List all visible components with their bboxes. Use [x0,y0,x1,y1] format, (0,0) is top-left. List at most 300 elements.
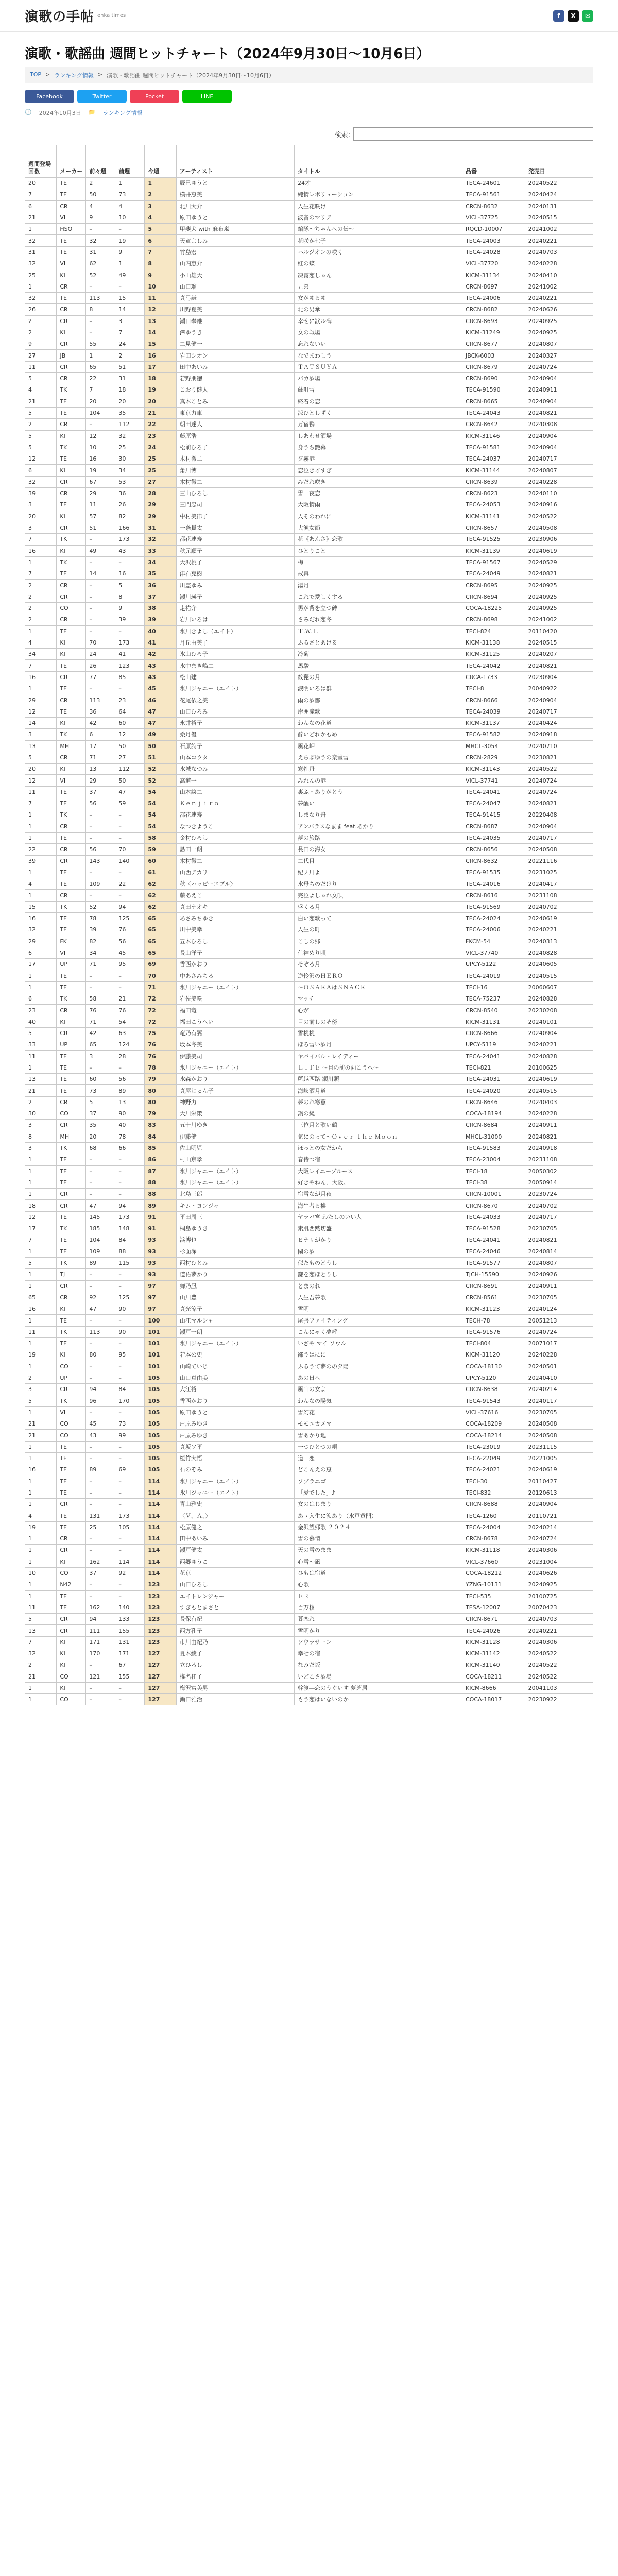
table-cell: 24 [115,338,145,350]
table-cell: 20240124 [525,1303,593,1315]
table-cell: 95 [115,959,145,970]
table-cell: TECA-22049 [462,1452,525,1464]
table-cell: 22 [145,419,176,430]
table-cell: TE [57,878,86,890]
table-cell: 20240214 [525,1384,593,1395]
table-cell: 道祐夢かり [176,1269,294,1280]
table-cell: KICM-31142 [462,1648,525,1659]
column-header[interactable]: アーティスト [176,145,294,178]
table-cell: 20240925 [525,315,593,327]
table-cell: CRCN-8665 [462,396,525,407]
table-cell: TECA-91528 [462,1223,525,1234]
table-cell: 93 [145,1234,176,1246]
table-cell: 20110427 [525,1476,593,1487]
table-row [25,1499,593,1510]
table-cell: COCA-18017 [462,1694,525,1705]
table-cell: VI [57,775,86,786]
table-cell: CR [57,1292,86,1303]
table-cell: 20240904 [525,373,593,384]
table-cell: 20240807 [525,338,593,350]
table-cell: – [86,1406,115,1418]
table-cell: 3 [25,1142,57,1154]
table-cell: UP [57,959,86,970]
table-cell: 酔いどれかもめ [294,729,462,740]
table-cell: 43 [115,545,145,556]
table-cell: 寒牡丹 [294,764,462,775]
table-cell: 永井裕子 [176,717,294,728]
table-cell: JB [57,350,86,361]
table-cell: 1 [25,1441,57,1452]
table-cell: 人そのわれに [294,511,462,522]
table-cell: CO [57,1361,86,1372]
table-cell: 13 [25,1625,57,1636]
chart-table [25,145,593,1705]
table-cell: – [86,970,115,981]
table-row [25,1292,593,1303]
table-cell: 紅の蝶 [294,258,462,269]
table-cell: モモユカメマ [294,1418,462,1430]
table-cell: 12 [25,706,57,717]
table-cell: 1 [25,970,57,981]
table-cell: 112 [115,764,145,775]
table-cell: VICL-37741 [462,775,525,786]
table-cell: あの日へ [294,1372,462,1383]
table-cell: 5 [25,407,57,418]
table-cell: 20230705 [525,1223,593,1234]
table-row [25,775,593,786]
table-cell: 20040922 [525,683,593,694]
table-cell: 一条貫太 [176,522,294,533]
table-cell: 56 [86,844,115,855]
table-cell: 31 [115,373,145,384]
breadcrumb-top[interactable]: TOP [30,71,42,78]
table-cell: とまのれ [294,1280,462,1292]
table-cell: 20 [86,396,115,407]
post-category[interactable]: ランキング情報 [102,110,143,116]
table-cell: 20231115 [525,1441,593,1452]
table-row [25,338,593,350]
table-row [25,924,593,936]
table-cell: – [86,556,115,568]
table-cell: – [86,281,115,292]
table-cell: 20240821 [525,407,593,418]
table-cell: 16 [145,350,176,361]
table-cell: 20240522 [525,1648,593,1659]
table-cell: 3 [25,522,57,533]
table-cell: 6 [25,993,57,1005]
table-cell: 松山建 [176,671,294,683]
table-cell: TECA-24028 [462,246,525,258]
table-cell: 20240522 [525,764,593,775]
table-row [25,936,593,947]
table-cell: 131 [115,1636,145,1648]
table-cell: 田中あいみ [176,361,294,372]
table-cell: 7 [25,660,57,671]
table-cell: CR [57,488,86,499]
table-cell: 3 [25,729,57,740]
table-cell: 20240717 [525,706,593,717]
table-cell: 33 [145,545,176,556]
column-header[interactable]: 品番 [462,145,525,178]
table-cell: 20240221 [525,235,593,246]
table-cell: COCA-18194 [462,1108,525,1120]
table-cell: 田中あいみ [176,1533,294,1545]
table-cell: – [86,867,115,878]
table-cell: 45 [86,1418,115,1430]
table-cell: CRCN-8639 [462,476,525,487]
table-cell: 67 [86,476,115,487]
table-cell: エイトレンジャー [176,1590,294,1602]
table-cell: 47 [86,1200,115,1211]
table-cell: CRCN-8677 [462,338,525,350]
table-cell: – [86,683,115,694]
table-cell: 59 [145,844,176,855]
table-cell: 25 [25,269,57,281]
table-cell: TK [57,1395,86,1406]
table-cell: 20240424 [525,189,593,200]
table-cell: 20 [145,396,176,407]
table-cell: 155 [115,1671,145,1682]
table-cell: ひとりこと [294,545,462,556]
table-cell: 裏ふ・ありがとう [294,786,462,798]
table-cell: TK [57,901,86,912]
table-cell: 114 [145,1545,176,1556]
table-cell: 岸囲滝歌 [294,706,462,717]
table-row [25,1441,593,1452]
table-cell: – [115,1165,145,1177]
table-cell: 123 [145,1579,176,1590]
table-cell: – [115,809,145,821]
table-cell: TK [57,1326,86,1337]
column-header[interactable]: 前々週 [86,145,115,178]
x-icon[interactable]: X [568,10,579,22]
table-cell: 65 [86,1039,115,1050]
table-cell: 33 [25,1039,57,1050]
table-cell: CR [57,1545,86,1556]
table-cell: CR [57,361,86,372]
table-cell: ふるうて夢のの夕陽 [294,1361,462,1372]
table-cell: 18 [115,384,145,396]
table-cell: 73 [115,1418,145,1430]
table-cell: 15 [115,292,145,303]
table-cell: 5 [25,430,57,442]
table-cell: 32 [25,258,57,269]
table-cell: KI [57,465,86,476]
table-cell: 原田ゆうと [176,1406,294,1418]
table-cell: TE [57,1476,86,1487]
table-cell: CRCN-8688 [462,1499,525,1510]
table-cell: 26 [25,304,57,315]
table-cell: 20241002 [525,224,593,235]
table-cell: 56 [115,936,145,947]
table-cell: CR [57,752,86,763]
table-cell: TE [57,786,86,798]
table-cell: TE [57,453,86,465]
table-cell: FKCM-54 [462,936,525,947]
table-row [25,1165,593,1177]
table-cell: 65 [25,1292,57,1303]
table-cell: TECI-38 [462,1177,525,1188]
table-cell: 1 [25,1682,57,1693]
breadcrumb-category[interactable]: ランキング情報 [54,72,94,79]
share-line-button[interactable] [182,90,232,103]
table-cell: CO [57,1567,86,1579]
table-cell: 111 [86,1625,115,1636]
table-cell: 65 [145,947,176,958]
table-cell: 夢のれ寒薫 [294,1096,462,1108]
table-cell: 都花連寿 [176,809,294,821]
table-row [25,717,593,728]
table-cell: 32 [25,476,57,487]
column-header[interactable]: 前週 [115,145,145,178]
table-cell: 山内惠介 [176,258,294,269]
table-cell: – [86,327,115,338]
table-cell: 7 [145,246,176,258]
table-cell: 1 [25,1177,57,1188]
table-cell: 16 [25,1464,57,1476]
table-cell: KI [57,1303,86,1315]
column-header[interactable]: タイトル [294,145,462,178]
table-cell: TECI-821 [462,1062,525,1073]
table-cell: 20240904 [525,1027,593,1039]
table-cell: 心歌 [294,1579,462,1590]
table-cell: TECA-24006 [462,924,525,936]
table-cell: TECA-23004 [462,1154,525,1165]
table-cell: 12 [86,430,115,442]
table-cell: 2 [25,327,57,338]
table-cell: – [86,1579,115,1590]
table-cell: CR [57,890,86,901]
table-cell: 27 [145,476,176,487]
table-cell: 90 [115,1303,145,1315]
table-cell: マッチ [294,993,462,1005]
table-cell: UPCY-5119 [462,1039,525,1050]
table-cell: 40 [25,1016,57,1027]
table-cell: 山本譲二 [176,786,294,798]
table-cell: 藤あえこ [176,890,294,901]
table-cell: 20240703 [525,246,593,258]
table-cell: 7 [25,798,57,809]
table-cell: 2 [145,189,176,200]
table-cell: 32 [25,292,57,303]
table-row [25,844,593,855]
table-cell: TECA-24021 [462,1464,525,1476]
table-cell: 131 [86,1510,115,1521]
table-cell: 71 [86,1016,115,1027]
table-cell: 水森かおり [176,1074,294,1085]
table-cell: 20221005 [525,1452,593,1464]
table-cell: 20110721 [525,1510,593,1521]
column-header[interactable]: 今週 [145,145,176,178]
table-cell: 心が [294,1005,462,1016]
table-cell: 17 [25,959,57,970]
mail-icon[interactable]: ✉ [582,10,593,22]
table-cell: CO [57,1694,86,1705]
table-cell: – [86,1280,115,1292]
table-cell: 65 [145,936,176,947]
table-cell: KICM-31128 [462,1636,525,1648]
table-cell: 香西かおり [176,1395,294,1406]
table-row [25,1223,593,1234]
table-cell: 123 [145,1602,176,1613]
table-cell: – [86,1165,115,1177]
table-cell: 似たものどうし [294,1257,462,1268]
table-cell: 14 [25,717,57,728]
table-cell: 蔵町雪 [294,384,462,396]
table-row [25,660,593,671]
table-row [25,1579,593,1590]
table-cell: 鄙うはにに [294,1349,462,1361]
table-cell: 42 [86,717,115,728]
table-cell: 花《あんさ》恋歌 [294,534,462,545]
table-cell: 海峡洒月道 [294,1085,462,1096]
table-row [25,1533,593,1545]
table-cell: 大阪レイニーブルース [294,1165,462,1177]
table-cell: 99 [115,1430,145,1441]
table-cell: 市川由紀乃 [176,1636,294,1648]
table-cell: 20240313 [525,936,593,947]
table-cell: 20 [86,1131,115,1142]
table-row [25,625,593,637]
table-row [25,970,593,981]
table-cell: CRCN-8671 [462,1614,525,1625]
table-cell: 105 [145,1406,176,1418]
table-cell: 5 [25,373,57,384]
table-cell: – [86,1590,115,1602]
table-cell: 121 [86,1671,115,1682]
table-cell: CRCN-8690 [462,373,525,384]
table-cell: 夏木綾子 [176,1648,294,1659]
table-cell: 91 [145,1211,176,1223]
share-twitter-button[interactable] [77,90,127,103]
table-cell: 山江マルシャ [176,1315,294,1326]
table-cell: 夕霧港 [294,453,462,465]
table-cell: 16 [25,913,57,924]
table-cell: 20 [25,178,57,189]
table-row [25,1556,593,1567]
table-cell: 6 [25,947,57,958]
table-row [25,591,593,602]
table-cell: 2 [25,580,57,591]
table-cell: どこんえの恵 [294,1464,462,1476]
column-header[interactable]: メーカー [57,145,86,178]
table-cell: 大漁女節 [294,522,462,533]
table-cell: 20240619 [525,545,593,556]
table-cell: 123 [145,1614,176,1625]
table-cell: 福田こうへい [176,1016,294,1027]
table-cell: 逆怜沢のＨＥＲＯ [294,970,462,981]
table-cell: KI [57,649,86,660]
facebook-icon[interactable]: f [553,10,564,22]
table-cell: 20240702 [525,1200,593,1211]
table-cell: 80 [145,1096,176,1108]
table-row [25,1406,593,1418]
table-body [25,178,593,1705]
table-cell: – [115,1177,145,1188]
table-cell: 127 [145,1671,176,1682]
table-cell: 1 [25,1694,57,1705]
table-cell: 173 [115,534,145,545]
table-cell: 大江裕 [176,1384,294,1395]
post-meta [25,109,593,117]
table-cell: 秋〈ハッピーエブル〉 [176,878,294,890]
table-cell: CO [57,1430,86,1441]
column-header[interactable]: 週間登場回数 [25,145,57,178]
table-cell: 69 [115,1464,145,1476]
table-cell: 4 [25,1510,57,1521]
table-cell: しあわせ酒場 [294,430,462,442]
site-logo[interactable] [25,6,126,25]
table-cell: TESA-12007 [462,1602,525,1613]
table-cell: 9 [25,338,57,350]
search-input[interactable] [353,127,593,141]
table-cell: 56 [86,798,115,809]
table-cell: ＴＡＴＳＵＹＡ [294,361,462,372]
table-cell: 52 [145,775,176,786]
table-cell: 94 [115,1200,145,1211]
table-cell: TE [57,1246,86,1257]
table-cell: 万宿鴨 [294,419,462,430]
table-cell: いどこさ酒場 [294,1671,462,1682]
table-cell: KI [57,511,86,522]
table-cell: TECA-91569 [462,901,525,912]
table-cell: 20050914 [525,1177,593,1188]
table-cell: 20230208 [525,1005,593,1016]
table-cell: 〈Ｖ、Ａ、〉 [176,1510,294,1521]
table-cell: 伊藤健 [176,1131,294,1142]
table-cell: 79 [145,1108,176,1120]
table-cell: 氷川ジャニー（エイト） [176,1476,294,1487]
column-header[interactable]: 発売日 [525,145,593,178]
table-cell: なでまわしう [294,350,462,361]
table-cell: CRCN-8697 [462,281,525,292]
table-row [25,786,593,798]
table-cell: TECA-91582 [462,729,525,740]
table-cell: 松原健之 [176,1521,294,1533]
table-cell: 20240828 [525,993,593,1005]
table-cell: 23 [145,430,176,442]
table-cell: 雪明 [294,1303,462,1315]
table-row [25,1315,593,1326]
table-cell: もう恋はいないのか [294,1694,462,1705]
share-facebook-button[interactable] [25,90,74,103]
table-cell: 20240522 [525,178,593,189]
table-row [25,178,593,189]
table-cell: 101 [145,1337,176,1349]
table-cell: 15 [25,901,57,912]
table-cell: 20041103 [525,1682,593,1693]
table-cell: TE [57,981,86,993]
share-pocket-button[interactable] [130,90,179,103]
table-cell: – [86,534,115,545]
table-row [25,1326,593,1337]
table-cell: 39 [115,614,145,625]
table-cell: TECA-24041 [462,1234,525,1246]
table-cell: 12 [25,1211,57,1223]
table-row [25,1177,593,1188]
table-row [25,637,593,648]
table-cell: CRCN-8694 [462,591,525,602]
table-cell: – [86,224,115,235]
table-cell: 115 [115,1257,145,1268]
table-cell: 93 [145,1246,176,1257]
table-cell: TECA-24049 [462,568,525,580]
table-cell: これで愛しくする [294,591,462,602]
table-cell: 2 [25,1659,57,1671]
table-cell: 20220408 [525,809,593,821]
table-row [25,671,593,683]
table-cell: 105 [145,1430,176,1441]
